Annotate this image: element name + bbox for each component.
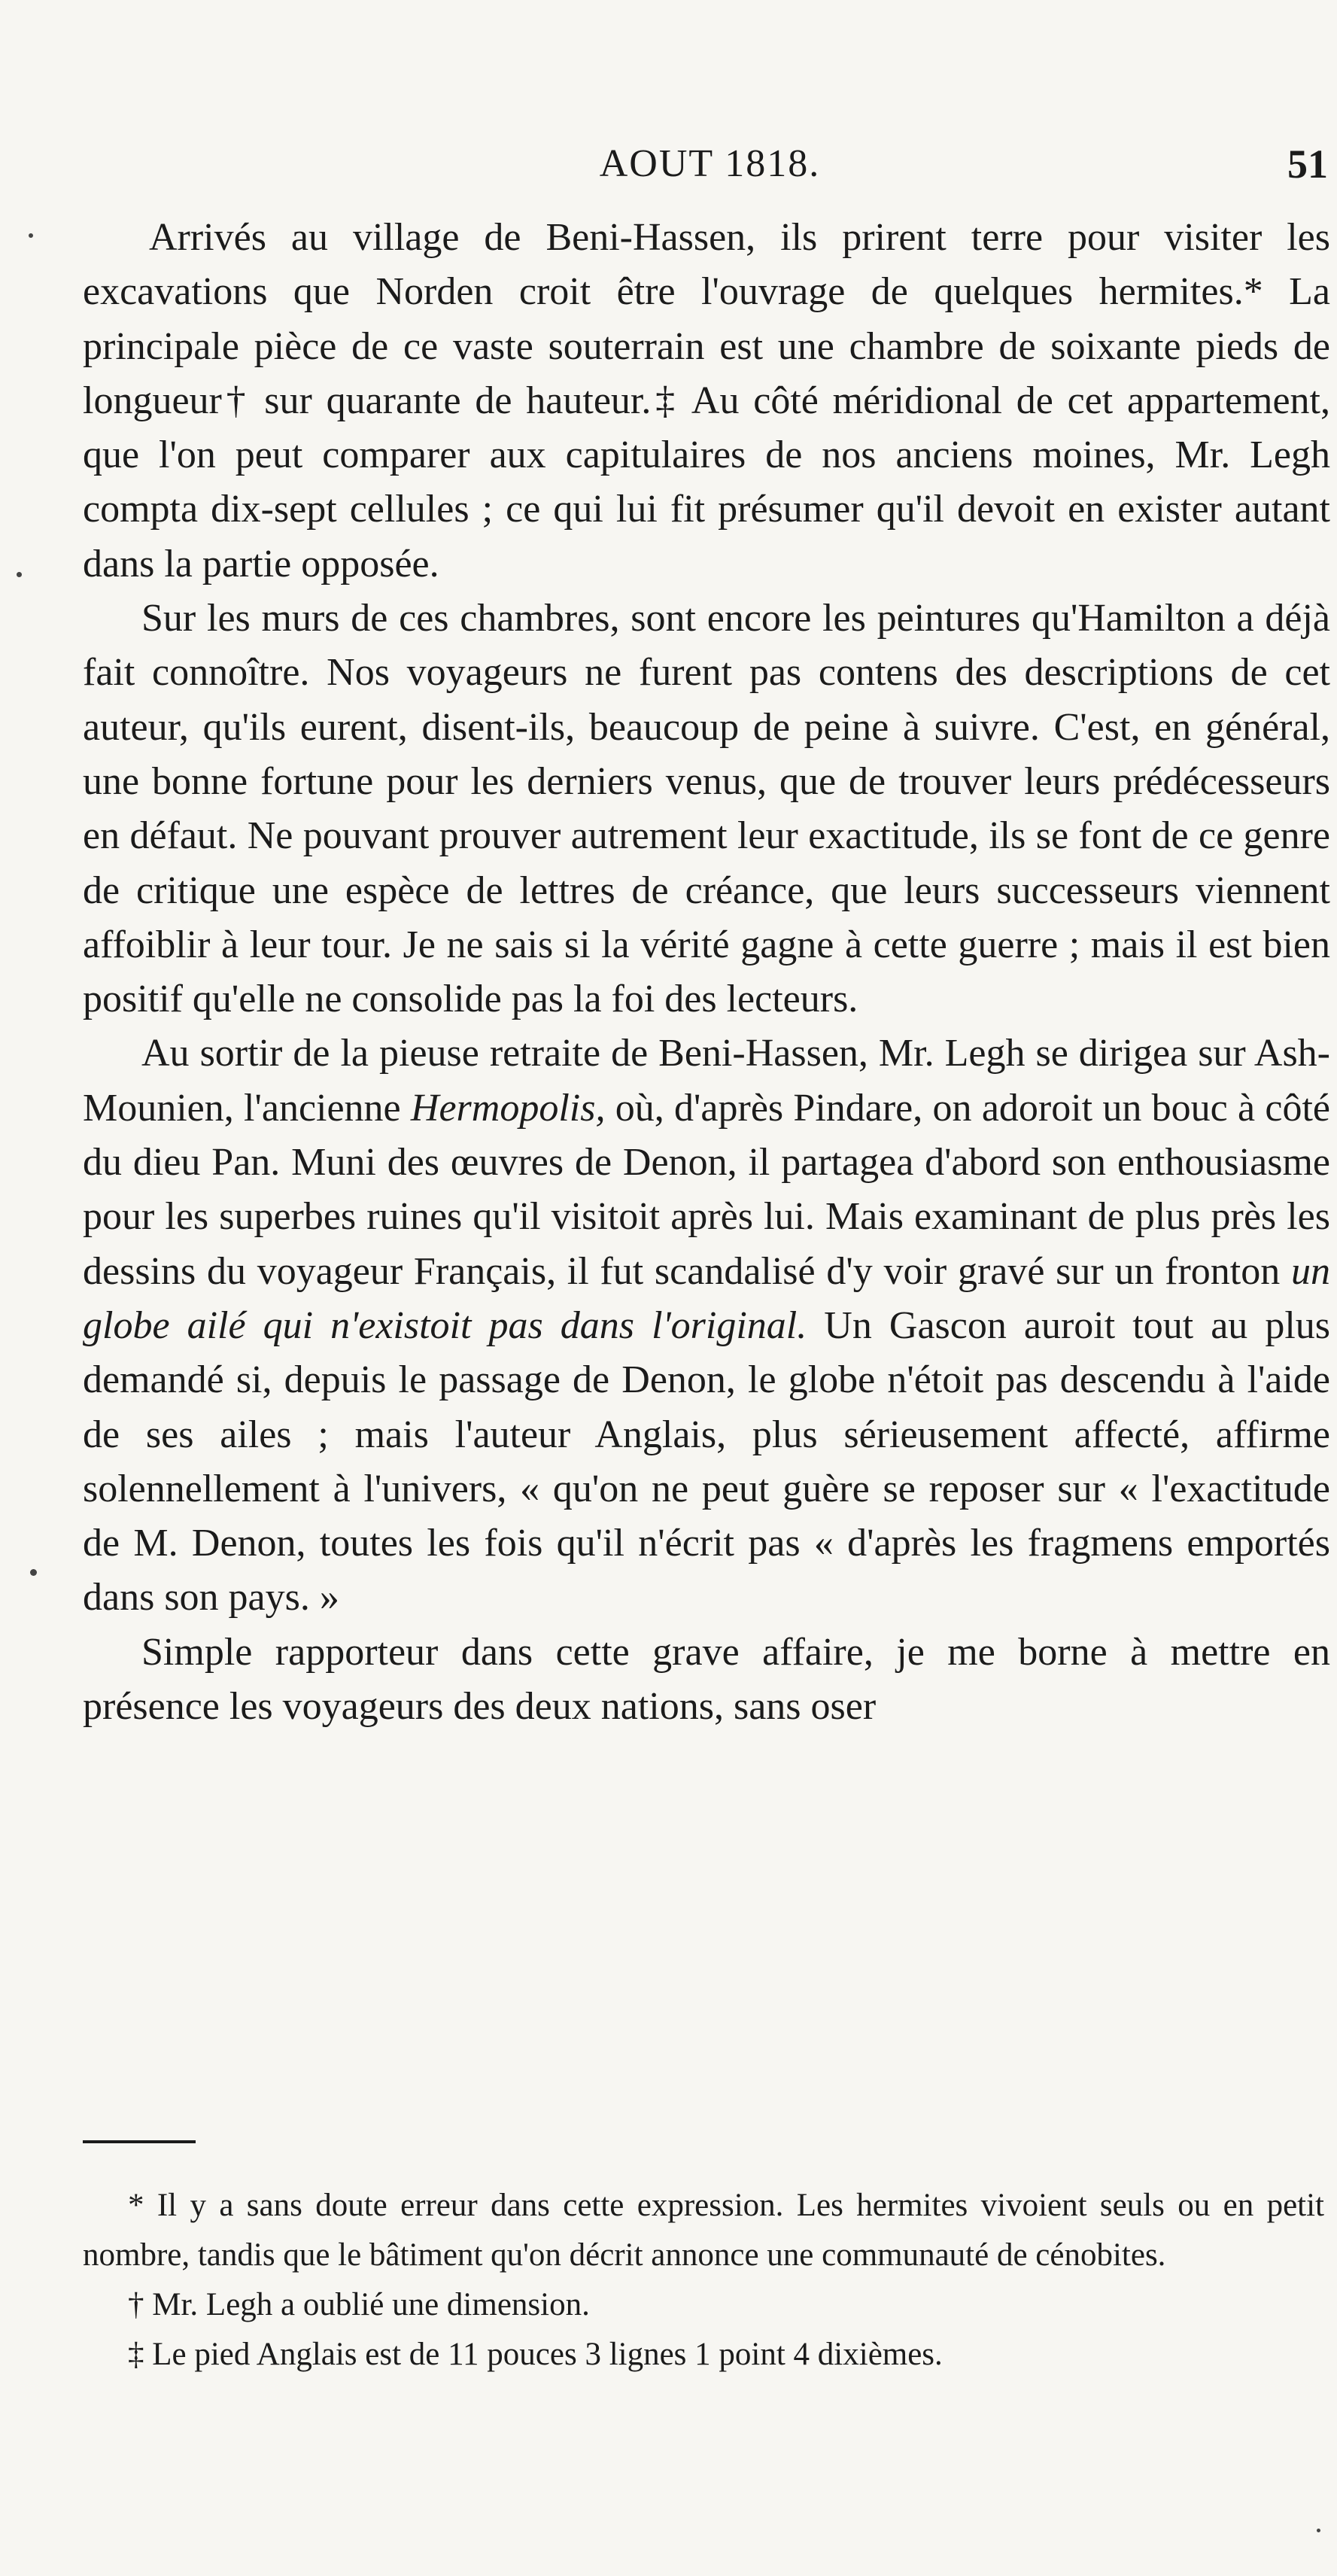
footnotes [83,2181,1324,2380]
page-header [83,134,1337,194]
print-speck [29,233,33,238]
page-number: 51 [1287,141,1328,187]
paragraph-hamilton: Sur les murs de ces chambres, sont encore les peintures qu'Hamilton a déjà fait connoître. Nos voyageurs ne furent pas contens des descriptions de cet auteur, qu'ils eurent, disent-ils, beaucoup de peine à suivre. C'est, en général, une bonne fortune pour les derniers venus, que de trouver leurs prédécesseurs en défaut. Ne pouvant prouver autrement leur exactitude, ils se font de ce genre de critique une espèce de lettres de créance, que leurs successeurs viennent affoiblir à leur tour. Je ne sais si la vérité gagne à cette guerre ; mais il est bien positif qu'elle ne consolide pas la foi des lecteurs. [83,597,1330,1021]
footnote-pied-anglais: ‡ Le pied Anglais est de 11 pouces 3 lignes 1 point 4 dixièmes. [128,2337,943,2372]
footnote-rule [83,2140,196,2143]
print-speck [1317,2529,1320,2532]
print-speck [30,1569,37,1576]
body-text [83,211,1330,1734]
footnote-hermites: * Il y a sans doute erreur dans cette expression. Les hermites vivoient seuls ou en petit nombre, tandis que le bâtiment qu'on décrit annonce une communauté de cénobites. [83,2188,1324,2273]
paragraph-beni-hassen: Arrivés au village de Beni-Hassen, ils prirent terre pour visiter les excavations que Norden croit être l'ouvrage de quelques hermites.* La principale pièce de ce vaste souterrain est une chambre de soixante pieds de longueur† sur quarante de hauteur.‡ Au côté méridional de cet appartement, que l'on peut comparer aux capitulaires de nos anciens moines, Mr. Legh compta dix-sept cellules ; ce qui lui fit présumer qu'il devoit en exister autant dans la partie opposée. [83,216,1330,585]
paragraph-ash-mounien: Au sortir de la pieuse retraite de Beni-Hassen, Mr. Legh se dirigea sur Ash-Mounien, l'ancienne Hermopolis, où, d'après Pindare, on adoroit un bouc à côté du dieu Pan. Muni des œuvres de Denon, il partagea d'abord son enthousiasme pour les superbes ruines qu'il visitoit après lui. Mais examinant de plus près les dessins du voyageur Français, il fut scandalisé d'y voir gravé sur un fronton un globe ailé qui n'existoit pas dans l'original. Un Gascon auroit tout au plus demandé si, depuis le passage de Denon, le globe n'étoit pas descendu à l'aide de ses ailes ; mais l'auteur Anglais, plus sérieusement affecté, affirme solennellement à l'univers, « qu'on ne peut guère se reposer sur « l'exactitude de M. Denon, toutes les fois qu'il n'écrit pas « d'après les fragmens emportés dans son pays. » [83,1032,1331,1620]
hermopolis-italic: Hermopolis, [410,1086,606,1130]
running-head: AOUT 1818. [599,142,821,185]
footnote-dimension: † Mr. Legh a oublié une dimension. [128,2287,590,2322]
globe-aile-italic: un globe ailé qui n'existoit pas dans l'original. [83,1249,1330,1347]
print-speck [17,572,22,577]
paragraph-rapporteur: Simple rapporteur dans cette grave affaire, je me borne à mettre en présence les voyageurs des deux nations, sans oser [83,1630,1330,1729]
